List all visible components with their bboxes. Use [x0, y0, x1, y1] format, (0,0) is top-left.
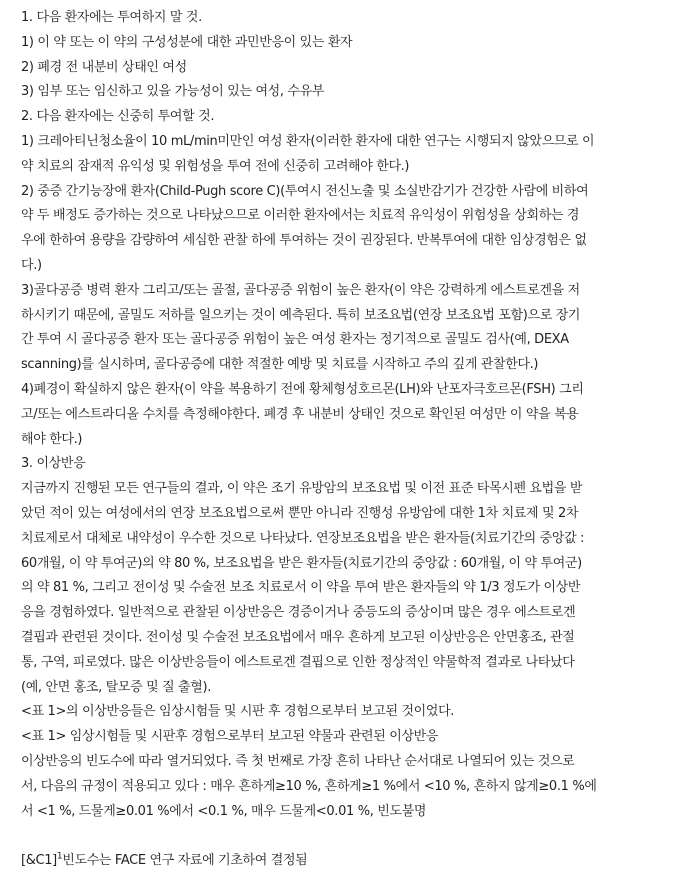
text-line: 결핍과 관련된 것이다. 전이성 및 수술전 보조요법에서 매우 흔하게 보고된 이상반응은 안면홍조, 관절 — [21, 629, 575, 645]
text-line: scanning)를 실시하며, 골다공증에 대한 적절한 예방 및 치료를 시작하고 주의 깊게 관찰한다.) — [21, 357, 539, 373]
text-line: 고/또는 에스트라디올 수치를 측정해야한다. 폐경 후 내분비 상태인 것으로 확인된 여성만 이 약을 복용 — [21, 406, 579, 422]
text-line: 60개월, 이 약 투여군)의 약 80 %, 보조요법을 받은 환자들(치료기간의 중앙값 : 60개월, 이 약 투여군) — [21, 555, 582, 571]
text-line: 의 약 81 %, 그리고 전이성 및 수술전 보조 치료로서 이 약을 투여 받은 환자들의 약 1/3 정도가 이상반 — [21, 580, 581, 596]
text-line: 지금까지 진행된 모든 연구들의 결과, 이 약은 조기 유방암의 보조요법 및 이전 표준 타목시펜 요법을 받 — [21, 481, 583, 497]
text-line: 서 <1 %, 드물게≥0.01 %에서 <0.1 %, 매우 드물게<0.01 %, 빈도불명 — [21, 803, 427, 819]
text-line: 치료제로서 대체로 내약성이 우수한 것으로 나타났다. 연장보조요법을 받은 환자들(치료기간의 중앙값 : — [21, 530, 585, 546]
text-line: 하시키기 때문에, 골밀도 저하를 일으키는 것이 예측된다. 특히 보조요법(연장 보조요법 포함)으로 장기 — [21, 307, 581, 323]
text-line: 2) 중증 간기능장애 환자(Child-Pugh score C)(투여시 전신노출 및 소실반감기가 건강한 사람에 비하여 — [21, 183, 589, 199]
text-line: 이상반응의 빈도수에 따라 열거되었다. 즉 첫 번째로 가장 흔히 나타난 순서대로 나열되어 있는 것으로 — [21, 753, 575, 769]
text-line: 았던 적이 있는 여성에서의 연장 보조요법으로써 뿐만 아니라 진행성 유방암에 대한 1차 치료제 및 2차 — [21, 505, 579, 521]
text-line: 3) 임부 또는 임신하고 있을 가능성이 있는 여성, 수유부 — [21, 84, 325, 100]
text-line: 다.) — [21, 257, 42, 273]
text-line: 1) 크레아티닌청소율이 10 mL/min미만인 여성 환자(이러한 환자에 대한 연구는 시행되지 않았으므로 이 — [21, 133, 595, 149]
table-reference-line: <표 1>의 이상반응들은 임상시험들 및 시판 후 경험으로부터 보고된 것이었다. — [21, 704, 455, 720]
text-line: 1) 이 약 또는 이 약의 구성성분에 대한 과민반응이 있는 환자 — [21, 34, 353, 50]
text-line: 우에 한하여 용량을 감량하여 세심한 관찰 하에 투여하는 것이 권장된다. 반복투여에 대한 임상경험은 없 — [21, 233, 587, 249]
section-2-heading: 2. 다음 환자에는 신중히 투여할 것. — [21, 109, 215, 125]
text-line: 응을 경험하였다. 일반적으로 관찰된 이상반응은 경증이거나 중등도의 증상이며 많은 경우 에스트로겐 — [21, 605, 576, 621]
text-line: 간 투여 시 골다공증 환자 또는 골다공증 위험이 높은 여성 환자는 정기적으로 골밀도 검사(예, DEXA — [21, 332, 569, 348]
text-line: 3)골다공증 병력 환자 그리고/또는 골절, 골다공증 위험이 높은 환자(이 약은 강력하게 에스트로겐을 저 — [21, 282, 580, 298]
text-line: 해야 한다.) — [21, 431, 83, 447]
text-line: 통, 구역, 피로였다. 많은 이상반응들이 에스트로겐 결핍으로 인한 정상적인 약물학적 결과로 나타났다 — [21, 654, 575, 670]
text-line: 약 두 배정도 증가하는 것으로 나타났으므로 이러한 환자에서는 치료적 유익성이 위험성을 상회하는 경 — [21, 208, 580, 224]
blank-line — [21, 824, 677, 849]
section-3-heading: 3. 이상반응 — [21, 456, 86, 472]
footnote-text: 빈도수는 FACE 연구 자료에 기초하여 결정됨 — [62, 853, 308, 869]
text-line: 4)폐경이 확실하지 않은 환자(이 약을 복용하기 전에 황체형성호르몬(LH)와 난포자극호르몬(FSH) 그리 — [21, 381, 584, 397]
text-line: 서, 다음의 규정이 적용되고 있다 : 매우 흔하게≥10 %, 흔하게≥1 %에서 <10 %, 흔하지 않게≥0.1 %에 — [21, 778, 597, 794]
text-line: (예, 안면 홍조, 탈모증 및 질 출혈). — [21, 679, 211, 695]
table-caption: <표 1> 임상시험들 및 시판후 경험으로부터 보고된 약물과 관련된 이상반응 — [21, 729, 439, 745]
footnote-marker: 1 — [56, 851, 63, 862]
section-1-heading: 1. 다음 환자에는 투여하지 말 것. — [21, 10, 202, 25]
footnote — [21, 849, 677, 874]
text-line: 약 치료의 잠재적 유익성 및 위험성을 투여 전에 신중히 고려해야 한다.) — [21, 158, 410, 174]
text-line: 2) 폐경 전 내분비 상태인 여성 — [21, 59, 187, 75]
footnote-prefix: [&C1] — [21, 853, 57, 869]
